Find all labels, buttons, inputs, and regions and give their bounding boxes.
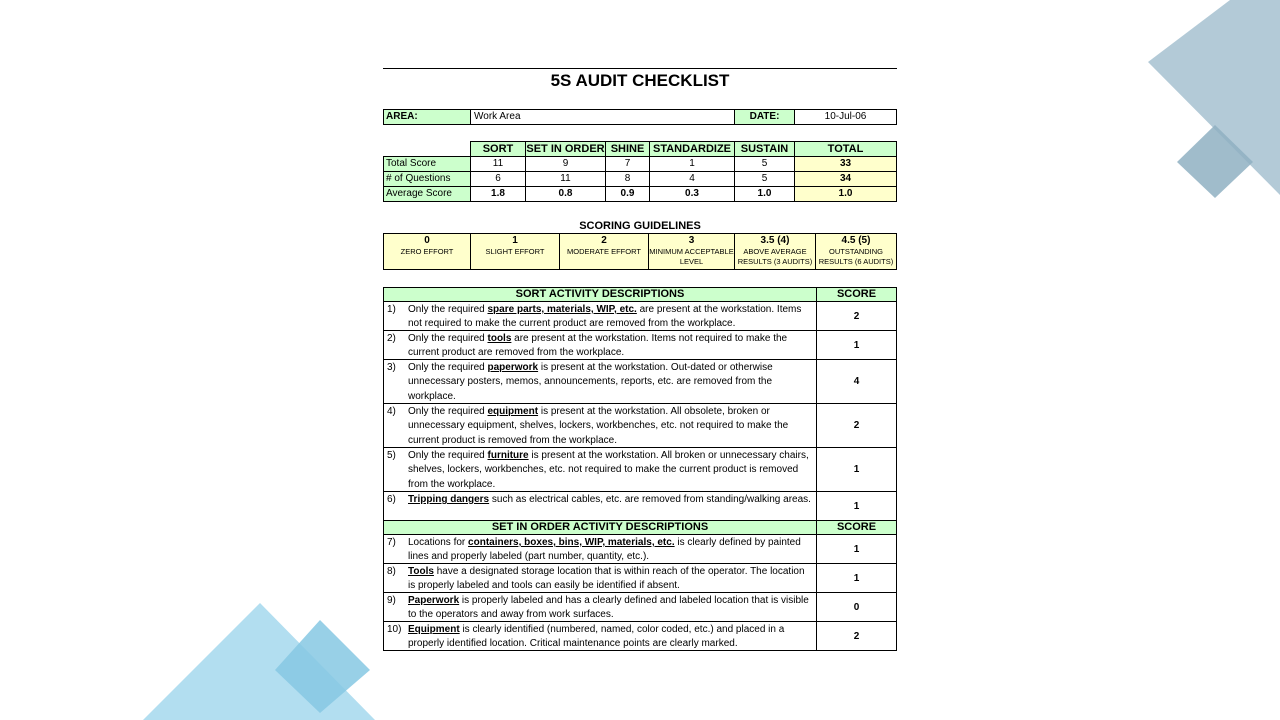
- description-row: [383, 592, 817, 622]
- item-description: [408, 594, 812, 623]
- summary-value: 8: [605, 171, 650, 187]
- item-description: [408, 536, 812, 565]
- description-row: [383, 447, 817, 492]
- item-text-post: is present at the workstation. All broken or unnecessary chairs, shelves, lockers, workbenches, etc. not required to make the current product is removed from the workplace.: [408, 450, 809, 490]
- item-number: 4): [387, 406, 396, 417]
- guidelines-title: SCORING GUIDELINES: [579, 220, 701, 232]
- guideline-label: ZERO EFFORT: [400, 247, 454, 256]
- item-score[interactable]: 2: [816, 403, 897, 448]
- decor-top-right: [1100, 0, 1280, 200]
- item-text-pre: Locations for: [408, 537, 469, 548]
- item-number: 2): [387, 333, 396, 344]
- item-number: 3): [387, 362, 396, 373]
- item-text-post: is present at the workstation. Out-dated or otherwise unnecessary posters, memos, announcements, reports, etc. are removed from the workplace.: [408, 362, 773, 402]
- guideline-cell: [559, 233, 649, 270]
- description-row: [383, 330, 817, 360]
- item-score[interactable]: 2: [816, 621, 897, 651]
- summary-value: 5: [734, 171, 795, 187]
- description-row: [383, 563, 817, 593]
- item-text-post: are present at the workstation. Items not required to make the current product are removed from the workplace.: [408, 333, 788, 359]
- item-text-pre: Only the required: [408, 333, 488, 344]
- item-description: [408, 405, 812, 448]
- guideline-score: 3.5 (4): [760, 235, 790, 246]
- summary-value: 0.9: [605, 186, 650, 202]
- area-value[interactable]: Work Area: [470, 109, 735, 125]
- item-description: [408, 623, 812, 652]
- summary-header-2: SHINE: [605, 141, 650, 157]
- summary-header-5: TOTAL: [794, 141, 897, 157]
- decor-bottom-left: [130, 595, 390, 720]
- item-number: 8): [387, 566, 396, 577]
- guideline-cell: [470, 233, 560, 270]
- item-text-pre: Only the required: [408, 450, 488, 461]
- summary-header-0: SORT: [470, 141, 526, 157]
- item-keyword: furniture: [487, 450, 529, 461]
- description-row: [383, 403, 817, 448]
- summary-header-3: STANDARDIZE: [649, 141, 735, 157]
- page-title: 5S AUDIT CHECKLIST: [383, 68, 897, 93]
- setinorder_section-score-header: SCORE: [816, 520, 897, 535]
- item-text-post: have a designated storage location that is within reach of the operator. The location is properly labeled and tools can easily be identified if absent.: [408, 566, 805, 592]
- item-score[interactable]: 1: [816, 447, 897, 492]
- date-value[interactable]: 10-Jul-06: [794, 109, 897, 125]
- guideline-label: MINIMUM ACCEPTABLE LEVEL: [649, 247, 734, 266]
- guideline-label: OUTSTANDING RESULTS (6 AUDITS): [818, 247, 894, 266]
- guideline-score: 4.5 (5): [841, 235, 871, 246]
- item-number: 6): [387, 494, 396, 505]
- guideline-cell: [648, 233, 735, 270]
- sort_section-header: SORT ACTIVITY DESCRIPTIONS: [383, 287, 817, 302]
- item-number: 7): [387, 537, 396, 548]
- item-score[interactable]: 1: [816, 491, 897, 521]
- guideline-score: 1: [512, 235, 518, 246]
- item-description: [408, 303, 812, 332]
- sort_section-score-header: SCORE: [816, 287, 897, 302]
- item-number: 10): [387, 624, 402, 635]
- summary-value: 33: [794, 156, 897, 172]
- summary-value: 0.3: [649, 186, 735, 202]
- summary-value: 11: [470, 156, 526, 172]
- guideline-label: MODERATE EFFORT: [567, 247, 641, 256]
- item-description: [408, 565, 812, 594]
- guideline-cell: [734, 233, 816, 270]
- item-keyword: Tripping dangers: [408, 494, 490, 505]
- summary-value: 1.0: [734, 186, 795, 202]
- description-row: [383, 534, 817, 564]
- item-description: [408, 332, 812, 361]
- item-score[interactable]: 1: [816, 330, 897, 360]
- description-row: [383, 621, 817, 651]
- item-text-post: is properly labeled and has a clearly defined and labeled location that is visible to the operators and away from work surfaces.: [408, 595, 809, 621]
- area-label: AREA:: [383, 109, 471, 125]
- description-row: [383, 301, 817, 331]
- item-text-post: is clearly identified (numbered, named, color coded, etc.) and placed in a properly identified location. Critical maintenance points are clearly marked.: [408, 624, 785, 650]
- summary-row-label: Total Score: [383, 156, 471, 172]
- summary-row-label: Average Score: [383, 186, 471, 202]
- guideline-score: 2: [601, 235, 607, 246]
- item-keyword: Paperwork: [408, 595, 460, 606]
- guideline-score: 3: [688, 235, 695, 246]
- item-score[interactable]: 1: [816, 534, 897, 564]
- summary-header-1: SET IN ORDER: [526, 143, 605, 155]
- item-description: [408, 449, 812, 492]
- item-number: 9): [387, 595, 396, 606]
- summary-value: 7: [605, 156, 650, 172]
- item-text-pre: Only the required: [408, 304, 488, 315]
- item-text-pre: Only the required: [408, 362, 488, 373]
- item-keyword: equipment: [487, 406, 539, 417]
- guideline-label: SLIGHT EFFORT: [485, 247, 545, 256]
- item-text-pre: Only the required: [408, 406, 488, 417]
- summary-value: 11: [525, 171, 606, 187]
- item-keyword: spare parts, materials, WIP, etc.: [487, 304, 637, 315]
- item-number: 5): [387, 450, 396, 461]
- item-description: [408, 361, 812, 404]
- summary-value: 0.8: [525, 186, 606, 202]
- summary-value: 6: [470, 171, 526, 187]
- summary-value: 5: [734, 156, 795, 172]
- guideline-label: ABOVE AVERAGE RESULTS (3 AUDITS): [737, 247, 813, 266]
- guideline-cell: [815, 233, 897, 270]
- date-label: DATE:: [734, 109, 795, 125]
- item-keyword: tools: [487, 333, 512, 344]
- guideline-score: 0: [424, 235, 430, 246]
- summary-value: 34: [794, 171, 897, 187]
- item-text-post: are present at the workstation. Items not required to make the current product are removed from the workplace.: [408, 304, 802, 330]
- item-keyword: Tools: [408, 566, 434, 577]
- summary-value: 1.0: [794, 186, 897, 202]
- item-text-post: is present at the workstation. All obsolete, broken or unnecessary equipment, shelves, lockers, workbenches, etc. not required to make the current product is removed from the workplace.: [408, 406, 789, 446]
- summary-value: 1: [649, 156, 735, 172]
- summary-row-label: # of Questions: [383, 171, 471, 187]
- item-score[interactable]: 0: [816, 592, 897, 622]
- item-score[interactable]: 2: [816, 301, 897, 331]
- item-keyword: containers, boxes, bins, WIP, materials, etc.: [468, 537, 675, 548]
- description-row: [383, 491, 817, 521]
- item-text-post: is clearly defined by painted lines and properly labeled (part number, quantity, etc.).: [408, 537, 801, 563]
- item-keyword: paperwork: [487, 362, 539, 373]
- summary-value: 1.8: [470, 186, 526, 202]
- summary-value: 9: [525, 156, 606, 172]
- item-keyword: Equipment: [408, 624, 460, 635]
- description-row: [383, 359, 817, 404]
- item-score[interactable]: 1: [816, 563, 897, 593]
- item-score[interactable]: 4: [816, 359, 897, 404]
- item-description: [408, 493, 812, 507]
- summary-value: 4: [649, 171, 735, 187]
- audit-sheet: [383, 68, 897, 652]
- item-number: 1): [387, 304, 396, 315]
- summary-header-4: SUSTAIN: [734, 141, 795, 157]
- setinorder_section-header: SET IN ORDER ACTIVITY DESCRIPTIONS: [383, 520, 817, 535]
- item-text-post: such as electrical cables, etc. are removed from standing/walking areas.: [489, 494, 811, 505]
- guideline-cell: [383, 233, 471, 270]
